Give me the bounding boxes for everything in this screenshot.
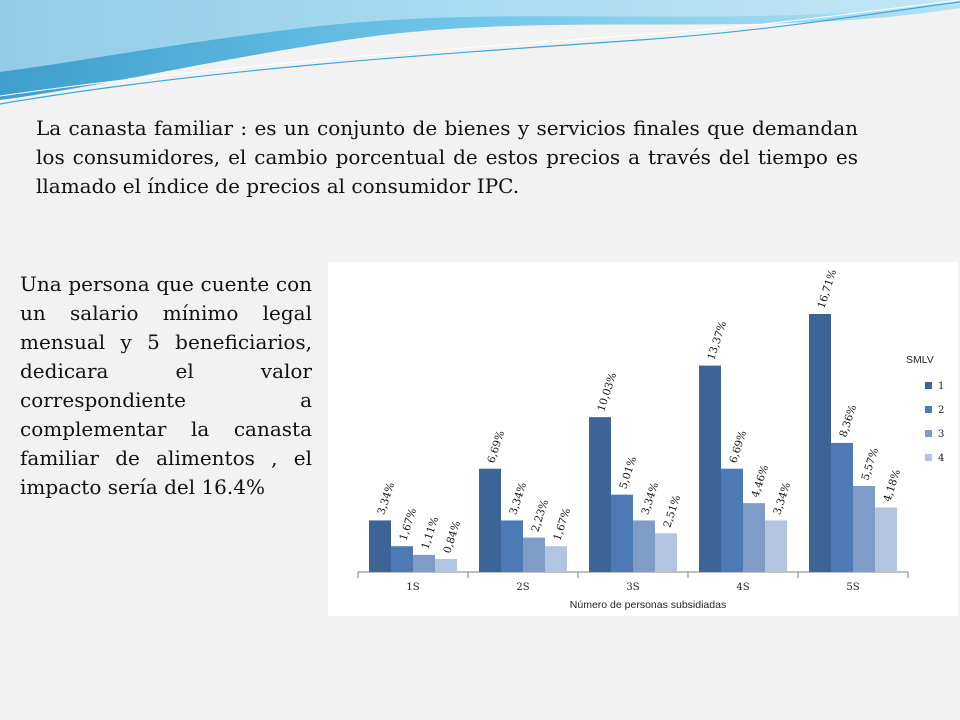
bar-series-4-1S	[435, 559, 457, 572]
x-tick-label: 2S	[516, 582, 530, 593]
legend-label: 3	[938, 429, 945, 440]
data-label: 4,46%	[749, 463, 772, 500]
data-label: 3,34%	[771, 480, 794, 517]
bar-series-1-4S	[699, 366, 721, 572]
data-label: 4,18%	[881, 467, 904, 504]
data-label: 2,51%	[661, 493, 684, 530]
bar-series-1-3S	[589, 417, 611, 572]
x-tick-label: 5S	[846, 582, 860, 593]
data-label: 13,37%	[705, 319, 730, 362]
side-paragraph: Una persona que cuente con un salario mínimo legal mensual y 5 beneficiarios, dedicara el valor correspondiente a complementar la canasta familiar de alimentos , el impacto sería del 16.4%	[20, 272, 312, 499]
legend-swatch-1	[925, 382, 932, 389]
data-label: 10,03%	[595, 371, 620, 414]
x-tick-label: 3S	[626, 582, 640, 593]
x-tick-label: 4S	[736, 582, 750, 593]
legend-swatch-4	[925, 454, 932, 461]
bar-series-4-5S	[875, 507, 897, 572]
data-label: 0,84%	[441, 519, 464, 555]
legend-swatch-3	[925, 430, 932, 437]
bar-series-2-5S	[831, 443, 853, 572]
data-label: 1,67%	[551, 506, 574, 543]
intro-paragraph: La canasta familiar : es un conjunto de bienes y servicios finales que demandan los consumidores, el cambio porcentual de estos precios a través del tiempo es llamado el índice de precios al consumidor IPC.	[36, 116, 858, 198]
data-label: 5,01%	[617, 455, 640, 491]
data-label: 2,23%	[529, 498, 552, 534]
bar-series-2-3S	[611, 495, 633, 572]
x-axis-title: Número de personas subsidiadas	[569, 599, 727, 611]
data-label: 5,57%	[859, 446, 882, 482]
data-label: 16,71%	[815, 268, 840, 310]
bar-series-3-1S	[413, 555, 435, 572]
data-label: 3,34%	[507, 480, 530, 517]
bar-series-3-3S	[633, 520, 655, 572]
bar-series-1-2S	[479, 469, 501, 572]
bar-series-2-1S	[391, 546, 413, 572]
bar-chart	[328, 262, 958, 616]
data-label: 3,34%	[375, 480, 398, 517]
data-label: 1,11%	[419, 515, 442, 551]
bar-series-4-2S	[545, 546, 567, 572]
legend-label: 2	[938, 405, 945, 416]
data-label: 6,69%	[485, 429, 508, 465]
chart-panel	[328, 262, 958, 616]
data-label: 3,34%	[639, 480, 662, 517]
bar-series-3-4S	[743, 503, 765, 572]
bar-series-2-4S	[721, 469, 743, 572]
decorative-wave-header	[0, 0, 960, 120]
legend-label: 4	[938, 453, 945, 464]
bar-series-3-2S	[523, 538, 545, 572]
bar-series-1-1S	[369, 520, 391, 572]
bar-series-1-5S	[809, 314, 831, 572]
legend-swatch-2	[925, 406, 932, 413]
bar-series-4-4S	[765, 520, 787, 572]
data-label: 1,67%	[397, 506, 420, 543]
data-label: 8,36%	[837, 403, 860, 439]
bar-series-2-2S	[501, 520, 523, 572]
data-label: 6,69%	[727, 429, 750, 465]
bar-series-3-5S	[853, 486, 875, 572]
legend-label: 1	[938, 381, 945, 392]
legend-title: SMLV	[906, 354, 934, 366]
bar-series-4-3S	[655, 533, 677, 572]
x-tick-label: 1S	[406, 582, 420, 593]
